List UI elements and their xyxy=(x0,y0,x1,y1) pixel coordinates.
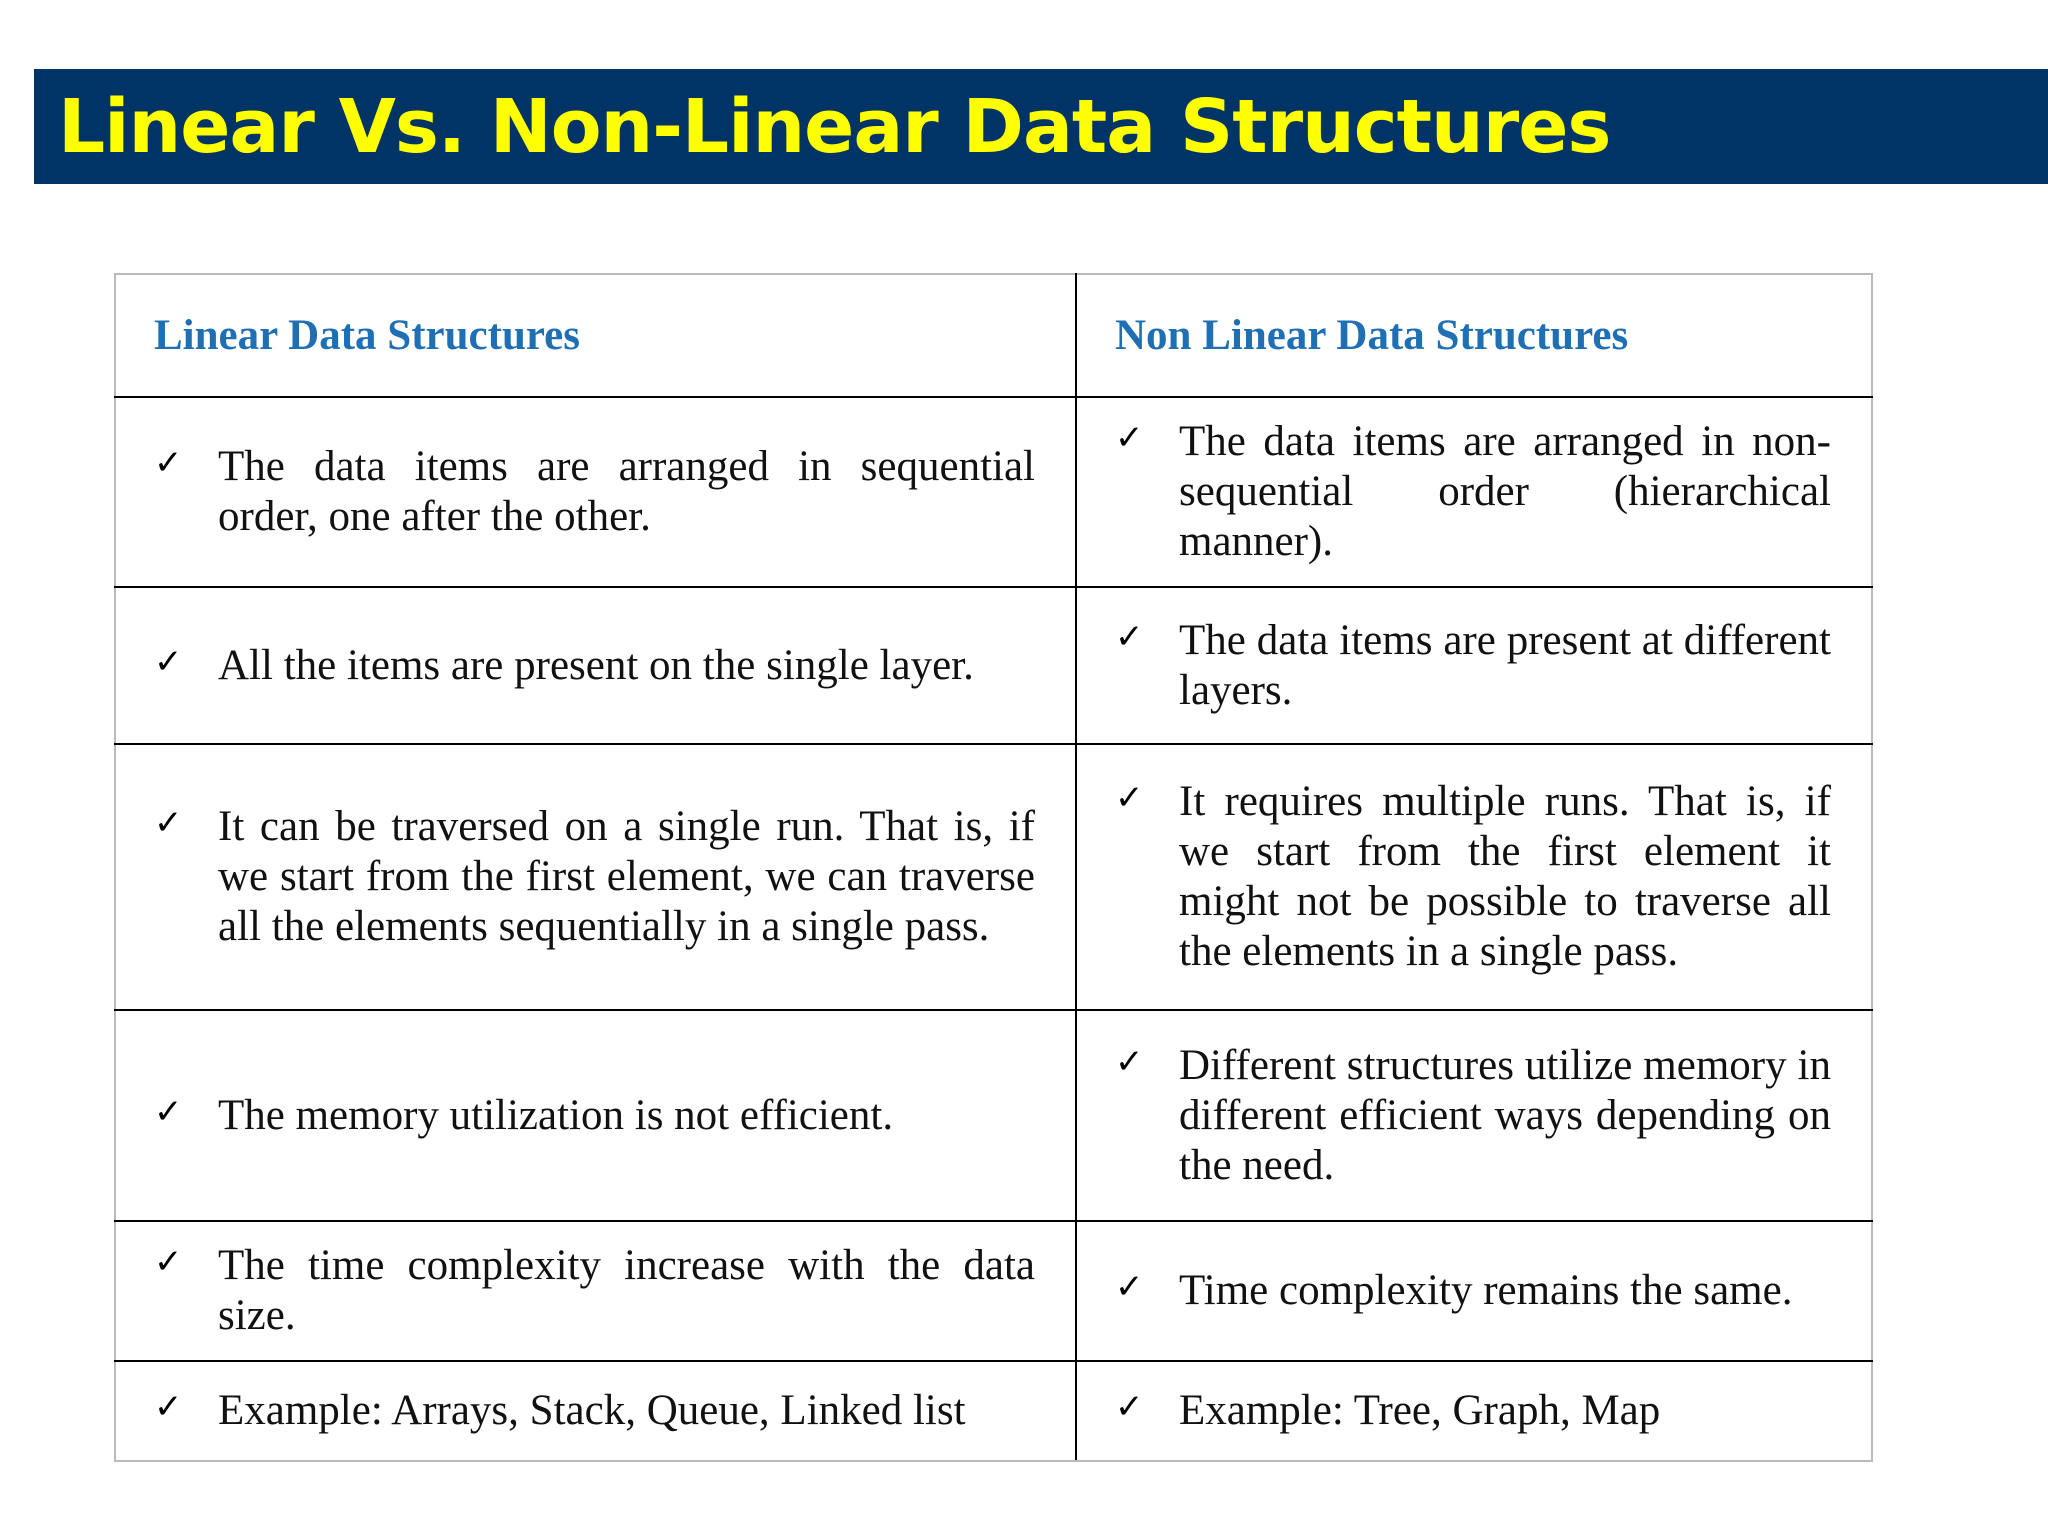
cell-linear xyxy=(115,744,1076,1010)
table-row xyxy=(115,587,1872,744)
comparison-table xyxy=(114,273,1873,1462)
cell-text: The data items are present at different layers. xyxy=(1179,616,1831,714)
cell-text: The time complexity increase with the data size. xyxy=(218,1242,1035,1339)
title-banner xyxy=(34,69,2048,184)
checkmark-icon: ✓ xyxy=(154,803,183,843)
cell-nonlinear xyxy=(1076,1010,1872,1221)
cell-text: Different structures utilize memory in different efficient ways depending on the need. xyxy=(1179,1041,1831,1189)
cell-text: It can be traversed on a single run. That is, if we start from the first element, we can traverse all the elements sequentially in a single pass. xyxy=(218,803,1035,950)
cell-linear xyxy=(115,397,1076,587)
checkmark-icon: ✓ xyxy=(154,1091,183,1132)
cell-nonlinear xyxy=(1076,1361,1872,1461)
checkmark-icon: ✓ xyxy=(154,1387,183,1427)
table-row xyxy=(115,744,1872,1010)
cell-text: The memory utilization is not efficient. xyxy=(218,1091,894,1139)
cell-text: It requires multiple runs. That is, if we start from the first element it might not be possible to traverse all the elements in a single pass. xyxy=(1179,778,1831,975)
table-header-row xyxy=(115,274,1872,397)
header-nonlinear: Non Linear Data Structures xyxy=(1076,274,1872,397)
cell-linear xyxy=(115,1361,1076,1461)
cell-linear xyxy=(115,1010,1076,1221)
cell-text: The data items are arranged in sequential order, one after the other. xyxy=(218,443,1035,540)
cell-text: Time complexity remains the same. xyxy=(1179,1267,1793,1314)
cell-text: The data items are arranged in non-sequential order (hierarchical manner). xyxy=(1179,418,1831,565)
checkmark-icon: ✓ xyxy=(154,1242,183,1282)
cell-linear xyxy=(115,1221,1076,1361)
cell-nonlinear xyxy=(1076,587,1872,744)
cell-text: Example: Tree, Graph, Map xyxy=(1179,1387,1661,1434)
checkmark-icon: ✓ xyxy=(1115,778,1144,818)
header-linear: Linear Data Structures xyxy=(115,274,1076,397)
checkmark-icon: ✓ xyxy=(154,641,183,682)
page-title: Linear Vs. Non-Linear Data Structures xyxy=(58,83,1611,170)
checkmark-icon: ✓ xyxy=(1115,418,1144,458)
checkmark-icon: ✓ xyxy=(1115,1267,1144,1307)
cell-text: Example: Arrays, Stack, Queue, Linked list xyxy=(218,1387,966,1434)
cell-nonlinear xyxy=(1076,397,1872,587)
checkmark-icon: ✓ xyxy=(154,443,183,483)
cell-nonlinear xyxy=(1076,744,1872,1010)
table-row xyxy=(115,1010,1872,1221)
checkmark-icon: ✓ xyxy=(1115,1041,1144,1082)
cell-linear xyxy=(115,587,1076,744)
cell-text: All the items are present on the single layer. xyxy=(218,641,974,689)
checkmark-icon: ✓ xyxy=(1115,616,1144,657)
table-row xyxy=(115,1221,1872,1361)
checkmark-icon: ✓ xyxy=(1115,1387,1144,1427)
cell-nonlinear xyxy=(1076,1221,1872,1361)
table-row xyxy=(115,397,1872,587)
table-row xyxy=(115,1361,1872,1461)
